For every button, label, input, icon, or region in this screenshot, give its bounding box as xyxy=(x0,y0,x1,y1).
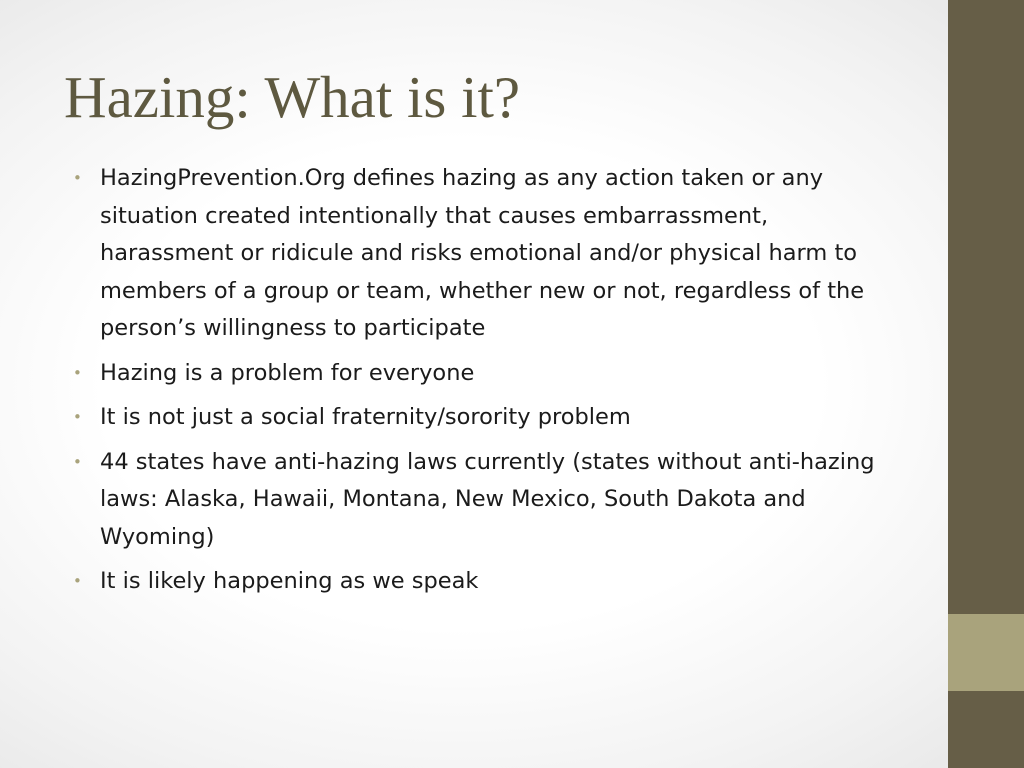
slide-title: Hazing: What is it? xyxy=(64,64,521,130)
bullet-dot-icon: • xyxy=(73,169,82,187)
bullet-text: 44 states have anti-hazing laws currently (states without anti-hazing laws: Alaska, Hawaii, Montana, New Mexico, South Dakota and Wyoming) xyxy=(100,448,875,550)
bullet-item xyxy=(73,399,890,437)
bullet-list xyxy=(73,160,890,608)
bullet-dot-icon: • xyxy=(73,363,82,382)
bullet-item xyxy=(73,444,890,557)
bullet-text: It is likely happening as we speak xyxy=(100,568,479,594)
bullet-dot-icon: • xyxy=(73,572,82,590)
bullet-text: Hazing is a problem for everyone xyxy=(100,359,475,386)
bullet-text: It is not just a social fraternity/sorority problem xyxy=(100,404,631,430)
side-accent-block xyxy=(948,614,1024,691)
bullet-item xyxy=(73,160,890,348)
bullet-dot-icon: • xyxy=(73,452,82,471)
bullet-text: HazingPrevention.Org defines hazing as any action taken or any situation created intentionally that causes embarrassment, harassment or ridicule and risks emotional and/or physical harm to members of a group or team, whether new or not, regardless of the person’s willingness to participate xyxy=(100,165,865,341)
bullet-item xyxy=(73,355,890,393)
bullet-item xyxy=(73,563,890,601)
bullet-dot-icon: • xyxy=(73,408,82,426)
